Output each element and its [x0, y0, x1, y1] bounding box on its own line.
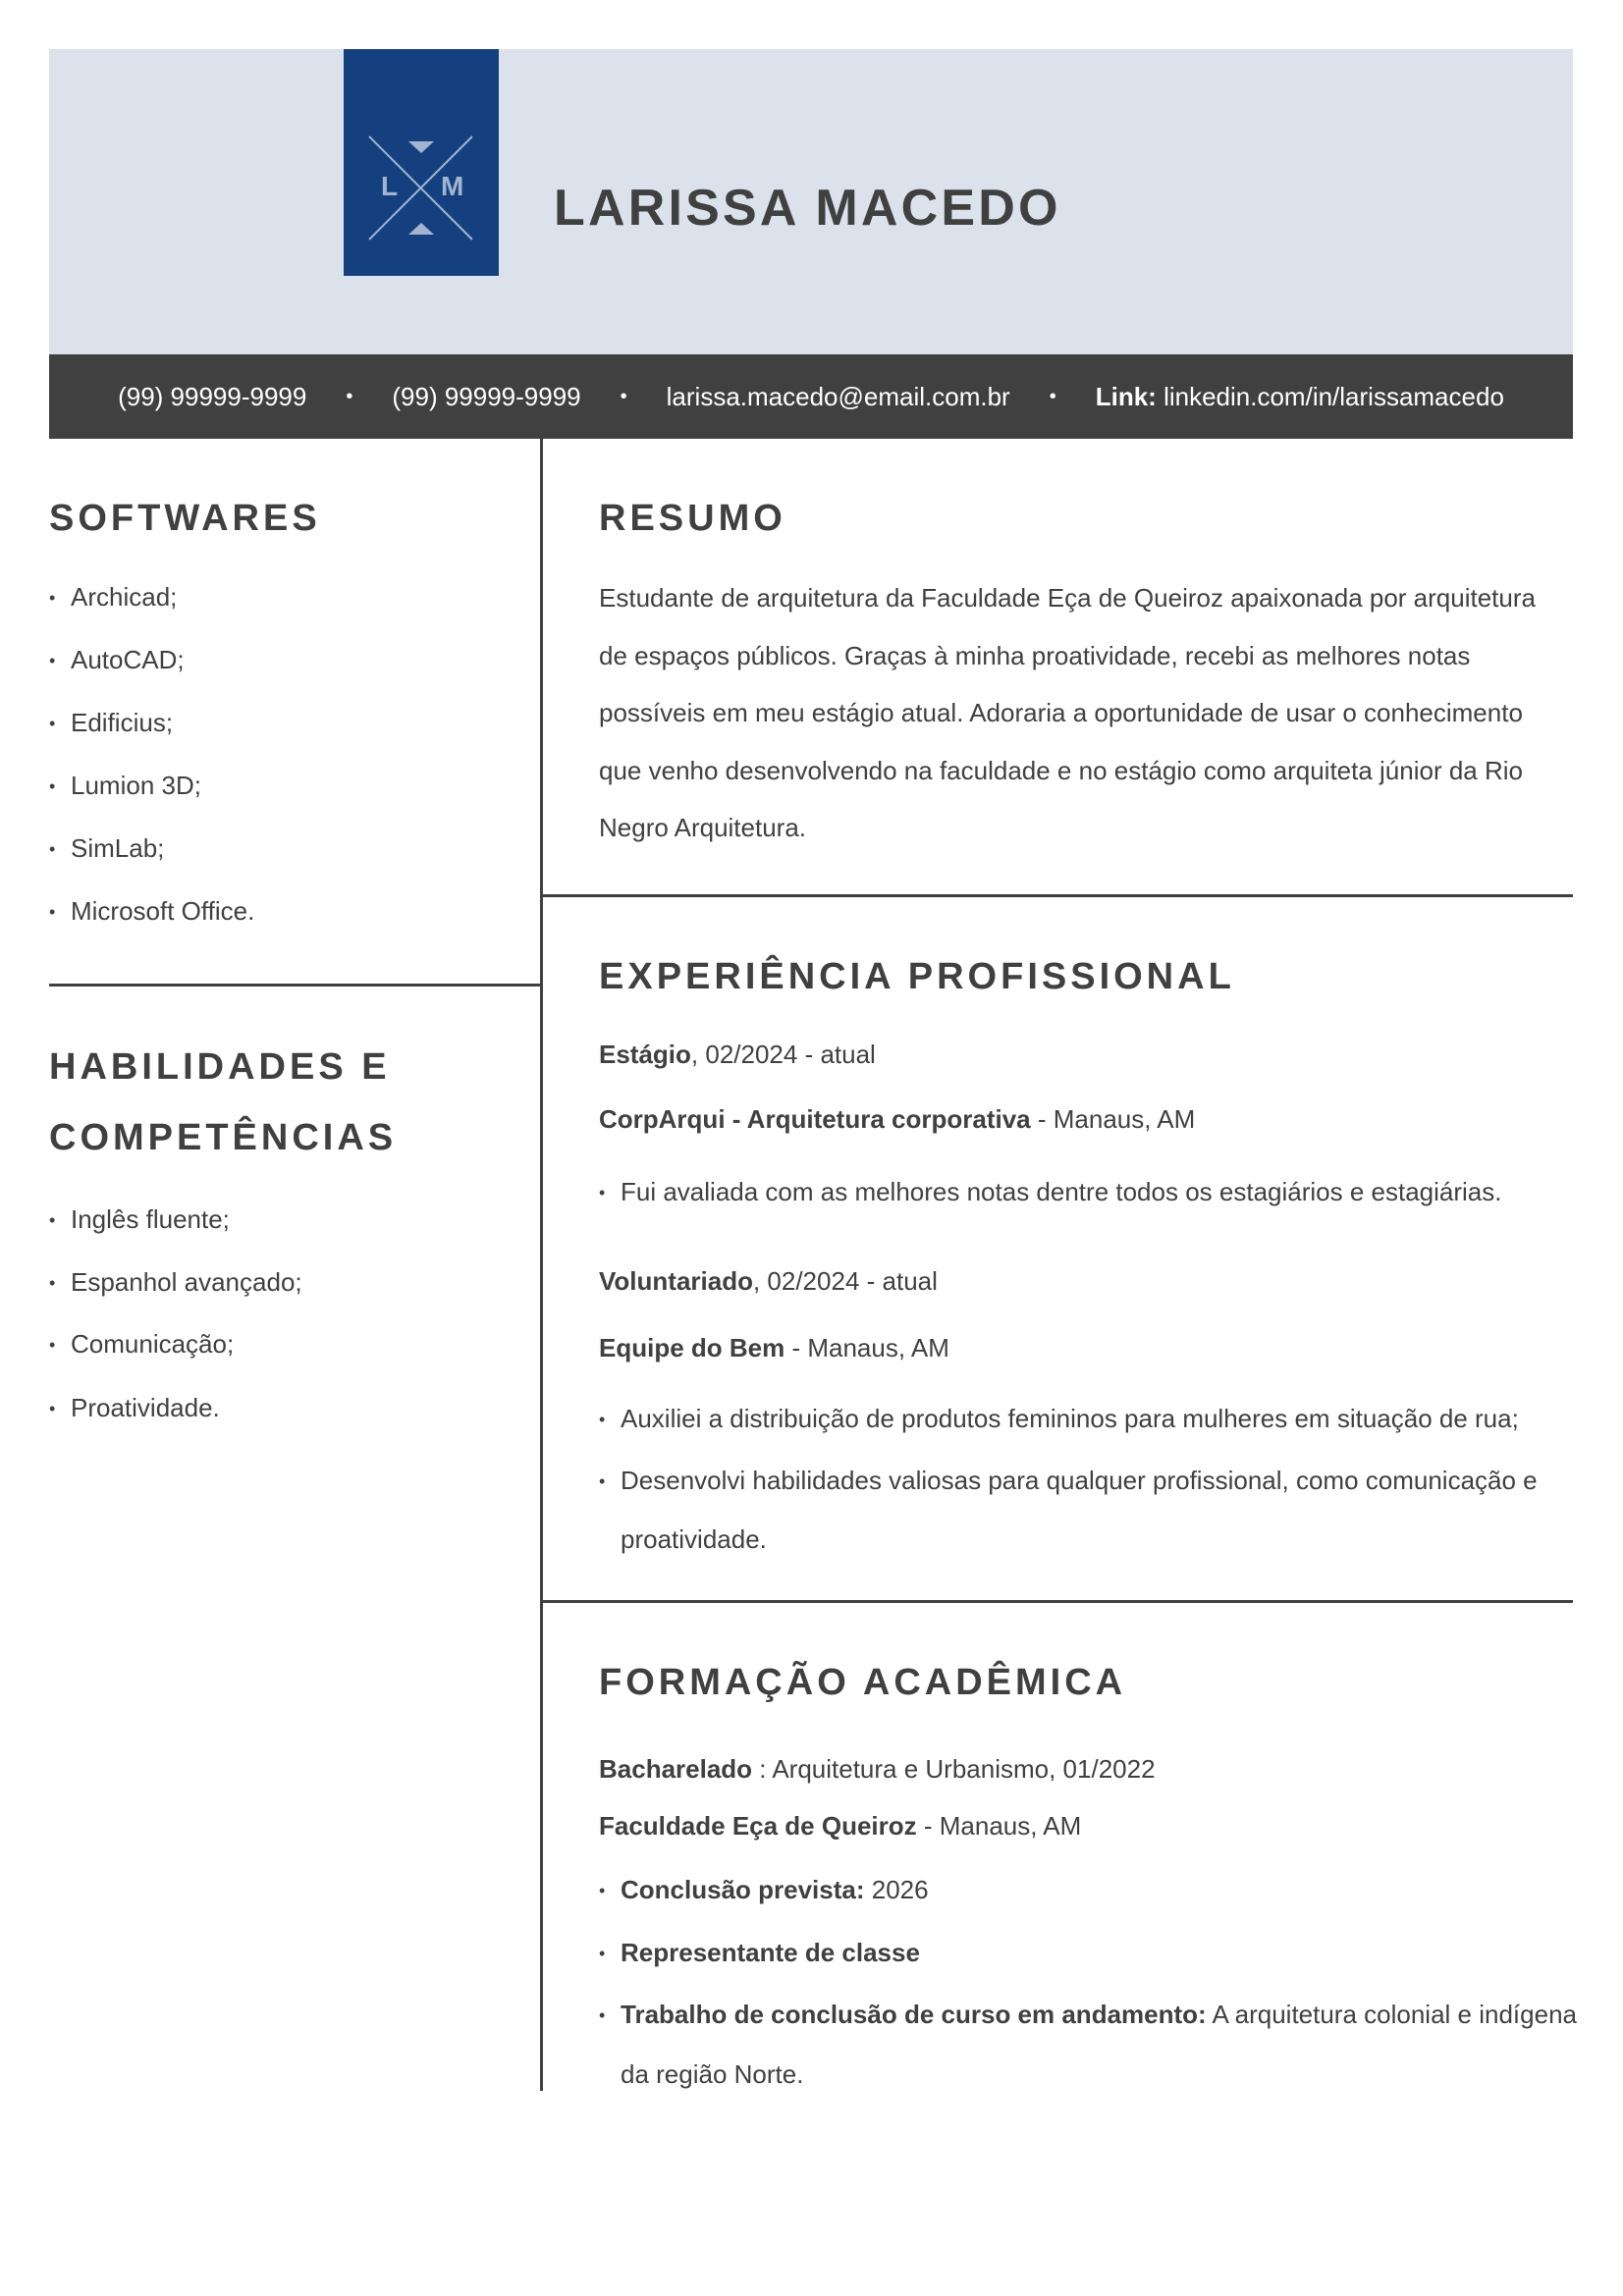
job-location: - Manaus, AM [1030, 1104, 1196, 1134]
logo-letter-right: M [441, 171, 464, 201]
list-item: • Lumion 3D; [49, 771, 201, 800]
list-item: • Inglês fluente; [49, 1204, 230, 1234]
job-role: Estágio [599, 1040, 691, 1069]
list-item: • Desenvolvi habilidades valiosas para qualquer profissional, como comunicação e proatividade. [599, 1466, 1538, 1554]
degree-row [599, 1753, 1156, 1785]
institution-name: Faculdade Eça de Queiroz [599, 1811, 917, 1841]
separator-dot: • [1049, 385, 1056, 407]
job-company-row [599, 1103, 1195, 1135]
separator-dot: • [620, 385, 627, 407]
degree-type: Bacharelado [599, 1754, 753, 1784]
list-item: • Conclusão prevista: 2026 [599, 1875, 929, 1904]
list-item: • SimLab; [49, 833, 165, 863]
contact-bar [49, 354, 1573, 439]
list-item: • Representante de classe [599, 1938, 920, 1967]
skills-heading-line2: COMPETÊNCIAS [49, 1117, 398, 1158]
phone-primary: (99) 99999-9999 [118, 381, 307, 411]
list-item: • Fui avaliada com as melhores notas dentre todos os estagiários e estagiárias. [599, 1177, 1502, 1206]
separator-dot: • [346, 385, 353, 407]
education-heading: FORMAÇÃO ACADÊMICA [599, 1662, 1127, 1703]
softwares-heading: SOFTWARES [49, 498, 321, 539]
list-item: • Espanhol avançado; [49, 1267, 302, 1297]
candidate-name: LARISSA MACEDO [554, 180, 1061, 237]
phone-secondary: (99) 99999-9999 [392, 381, 581, 411]
summary-text: Estudante de arquitetura da Faculdade Eça de Queiroz apaixonada por arquitetura de espaços públicos. Graças à minha proatividade, recebi as melhores notas possíveis em meu estágio atual. Adoraria a oportunidade de usar o conhecimento que venho desenvolvendo na faculdade e no estágio como arquiteta júnior da Rio Negro Arquitetura. [599, 583, 1536, 842]
job-company: CorpArqui - Arquitetura corporativa [599, 1104, 1031, 1134]
job-company-row [599, 1332, 949, 1363]
job-location: - Manaus, AM [784, 1333, 949, 1362]
logo-letter-left: L [381, 171, 399, 201]
summary-heading: RESUMO [599, 498, 786, 539]
job-company: Equipe do Bem [599, 1333, 785, 1362]
monogram-cross-icon [344, 49, 499, 276]
job-role: Voluntariado [599, 1266, 753, 1296]
experience-heading: EXPERIÊNCIA PROFISSIONAL [599, 956, 1235, 997]
list-item: • Microsoft Office. [49, 896, 255, 926]
summary-divider [542, 894, 1573, 897]
job-title-row [599, 1265, 938, 1297]
experience-divider [542, 1600, 1573, 1603]
list-item: • Proatividade. [49, 1393, 220, 1422]
list-item: • Auxiliei a distribuição de produtos femininos para mulheres em situação de rua; [599, 1404, 1519, 1433]
institution-location: - Manaus, AM [916, 1811, 1082, 1841]
list-item: • Archicad; [49, 582, 178, 612]
job-period: , 02/2024 - atual [690, 1040, 876, 1069]
list-item: • Trabalho de conclusão de curso em andamento: A arquitetura colonial e indígena da região Norte. [599, 2000, 1577, 2089]
list-item: • Comunicação; [49, 1329, 235, 1359]
list-item: • AutoCAD; [49, 645, 185, 674]
degree-course: : Arquitetura e Urbanismo, 01/2022 [752, 1754, 1156, 1784]
column-divider [540, 439, 543, 2091]
profile-link-value: linkedin.com/in/larissamacedo [1163, 381, 1504, 411]
job-period: , 02/2024 - atual [752, 1266, 938, 1296]
monogram-logo [344, 49, 499, 276]
skills-heading-line1: HABILIDADES E [49, 1046, 391, 1088]
list-item: • Edificius; [49, 708, 174, 737]
profile-link[interactable] [1096, 382, 1504, 412]
institution-row [599, 1810, 1081, 1842]
sidebar-section-divider [49, 984, 542, 987]
email-link[interactable]: larissa.macedo@email.com.br [666, 381, 1010, 411]
job-title-row [599, 1039, 876, 1070]
profile-link-label: Link: [1095, 381, 1157, 411]
